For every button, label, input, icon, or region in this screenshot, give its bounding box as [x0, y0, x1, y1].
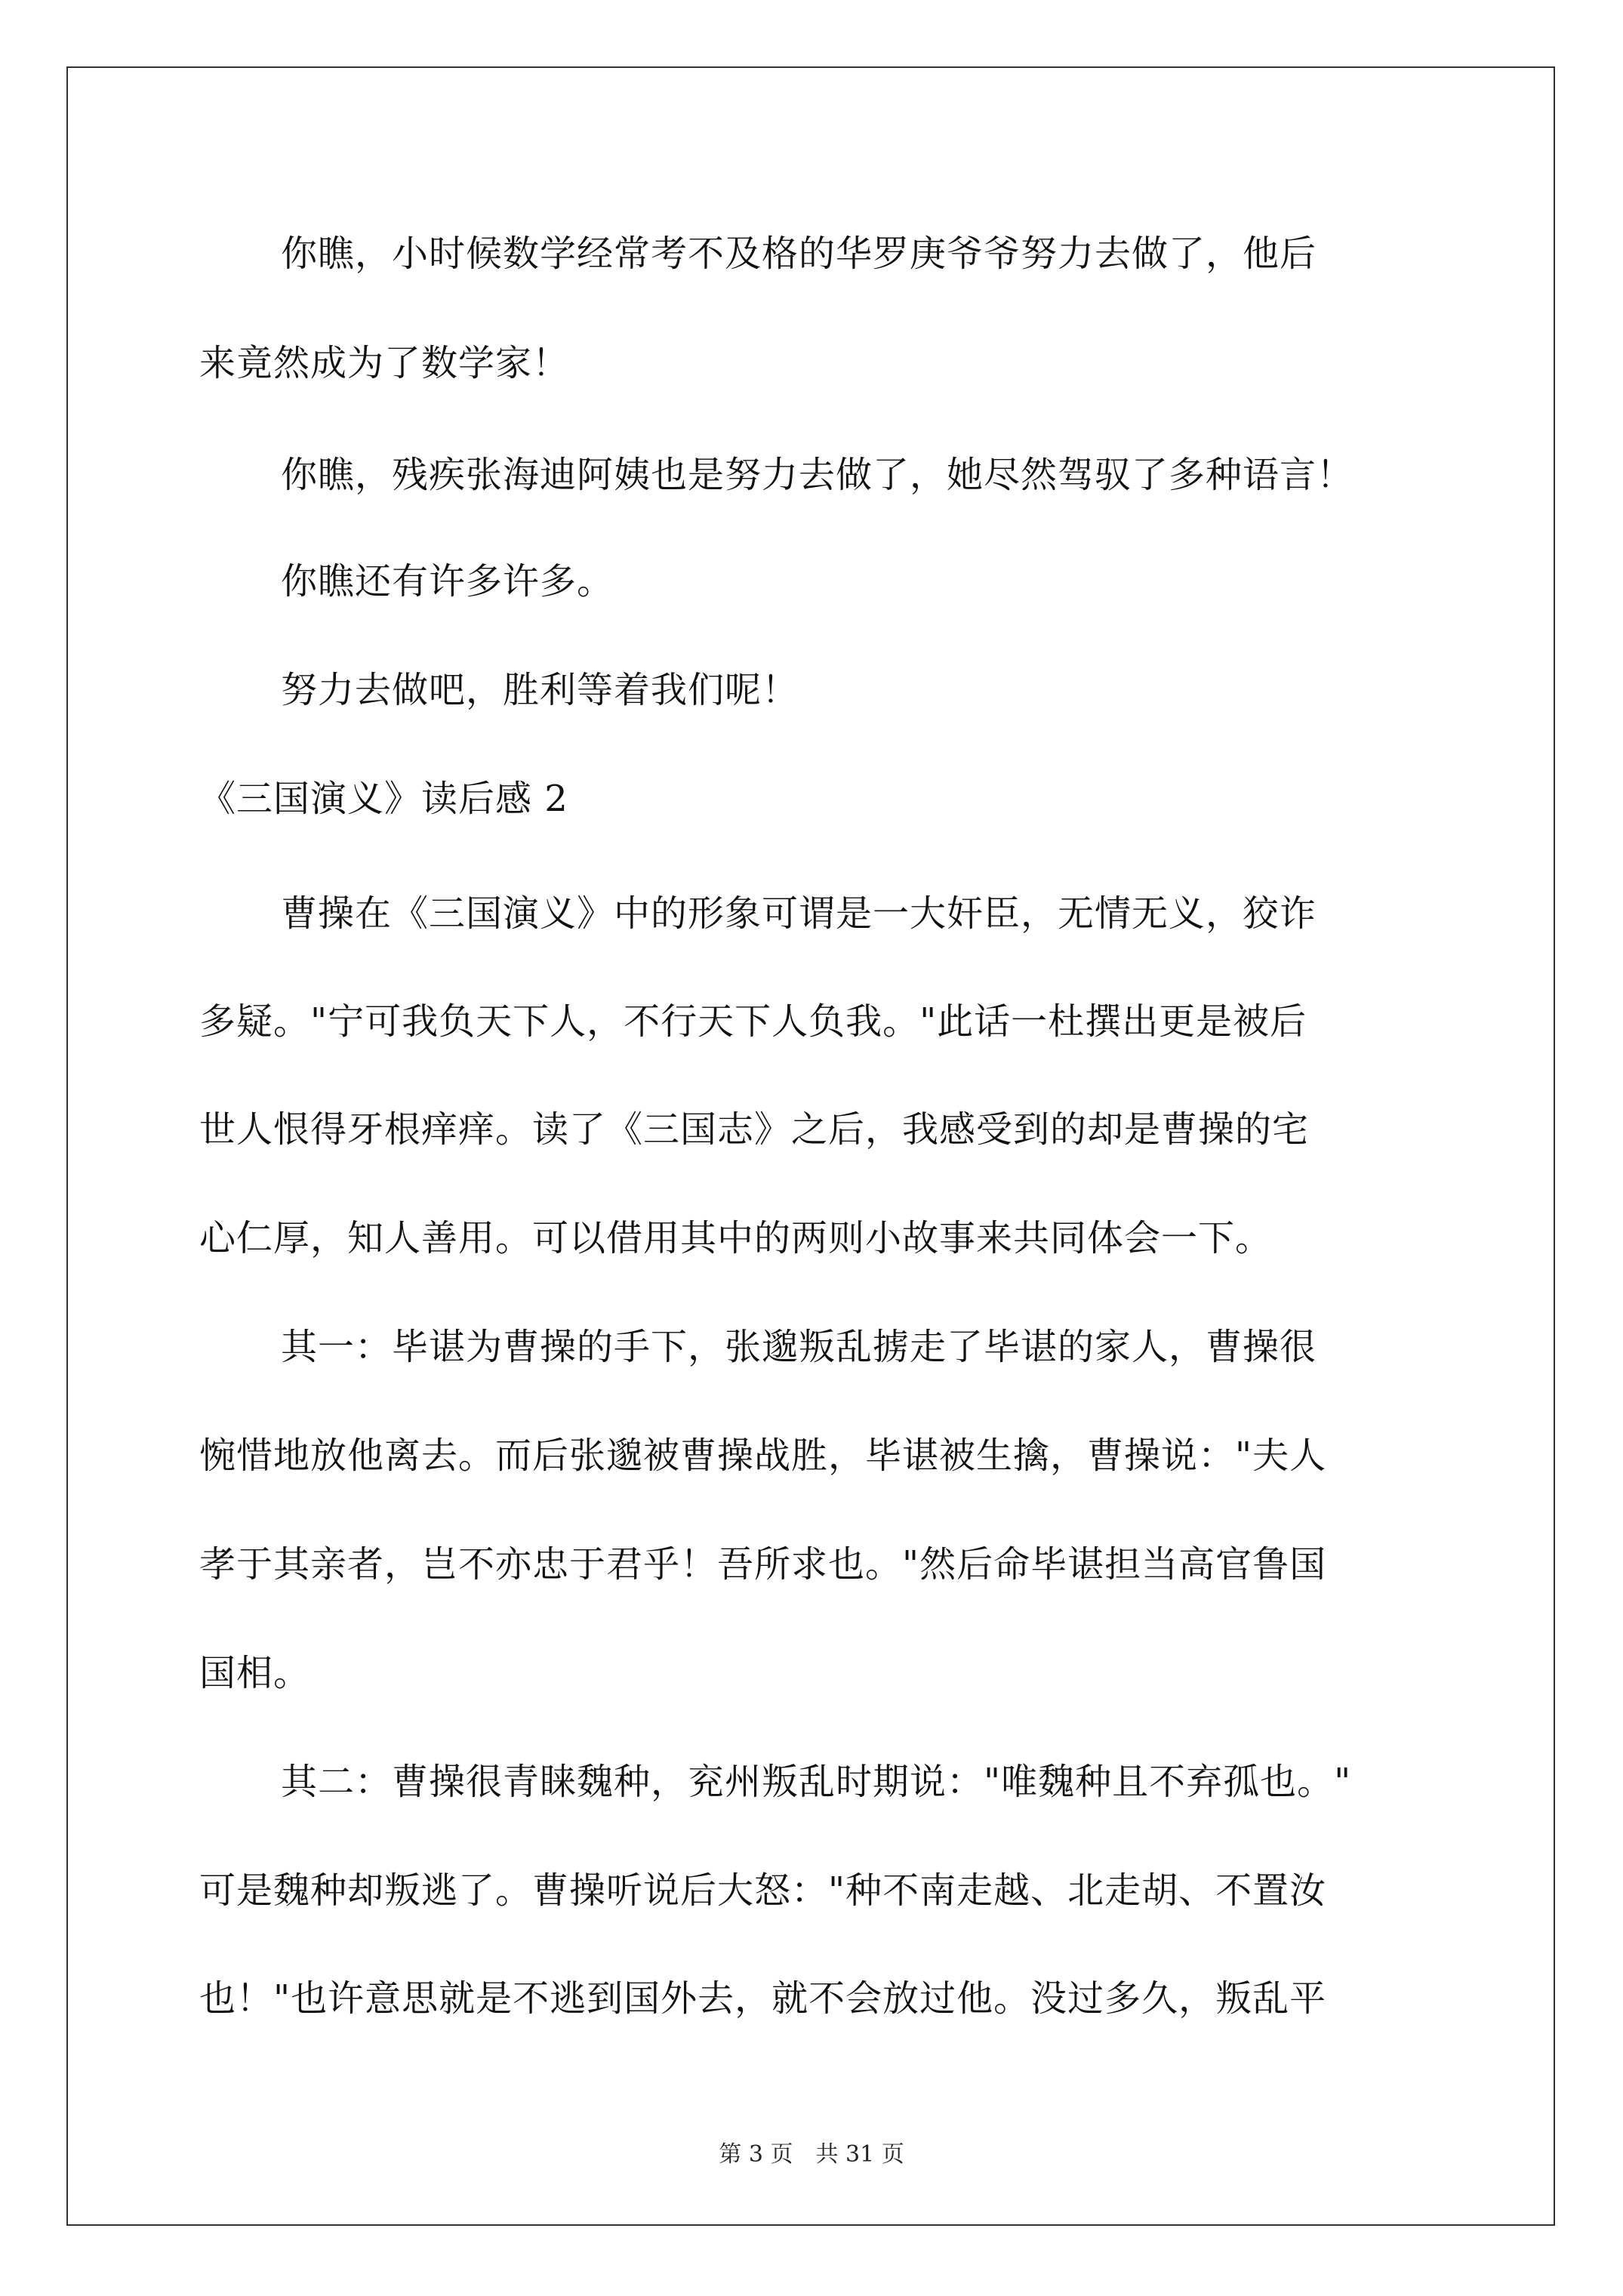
- paragraph-line: 努力去做吧，胜利等着我们呢！: [281, 669, 799, 711]
- page-footer: [0, 2140, 1623, 2170]
- paragraph-line: 其一：毕谌为曹操的手下，张邈叛乱掳走了毕谌的家人，曹操很: [281, 1326, 1317, 1368]
- paragraph-line: 可是魏种却叛逃了。曹操听说后大怒："种不南走越、北走胡、不置汝: [199, 1869, 1327, 1912]
- paragraph-line: 也！"也许意思就是不逃到国外去，就不会放过他。没过多久，叛乱平: [199, 1977, 1327, 2020]
- paragraph-line: 国相。: [199, 1652, 311, 1694]
- paragraph-line: 多疑。"宁可我负天下人，不行天下人负我。"此话一杜撰出更是被后: [199, 1000, 1307, 1043]
- paragraph-line: 心仁厚，知人善用。可以借用其中的两则小故事来共同体会一下。: [199, 1217, 1273, 1259]
- page-number: 第 3 页: [719, 2141, 793, 2168]
- paragraph-line: 其二：曹操很青睐魏种，兖州叛乱时期说："唯魏种且不弃孤也。": [281, 1761, 1352, 1803]
- paragraph-line: 世人恨得牙根痒痒。读了《三国志》之后，我感受到的却是曹操的宅: [199, 1108, 1310, 1151]
- paragraph-line: 你瞧，残疾张海迪阿姨也是努力去做了，她尽然驾驭了多种语言！: [281, 454, 1354, 496]
- paragraph-line: 曹操在《三国演义》中的形象可谓是一大奸臣，无情无义，狡诈: [281, 892, 1317, 935]
- page-total: 共 31 页: [815, 2141, 904, 2168]
- paragraph-line: 你瞧，小时候数学经常考不及格的华罗庚爷爷努力去做了，他后: [281, 233, 1317, 275]
- paragraph-line: 来竟然成为了数学家！: [199, 342, 570, 384]
- section-heading: 《三国演义》读后感 2: [199, 778, 568, 820]
- paragraph-line: 你瞧还有许多许多。: [281, 560, 614, 603]
- paragraph-line: 惋惜地放他离去。而后张邈被曹操战胜，毕谌被生擒，曹操说："夫人: [199, 1435, 1327, 1477]
- paragraph-line: 孝于其亲者，岂不亦忠于君乎！吾所求也。"然后命毕谌担当高官鲁国: [199, 1543, 1327, 1586]
